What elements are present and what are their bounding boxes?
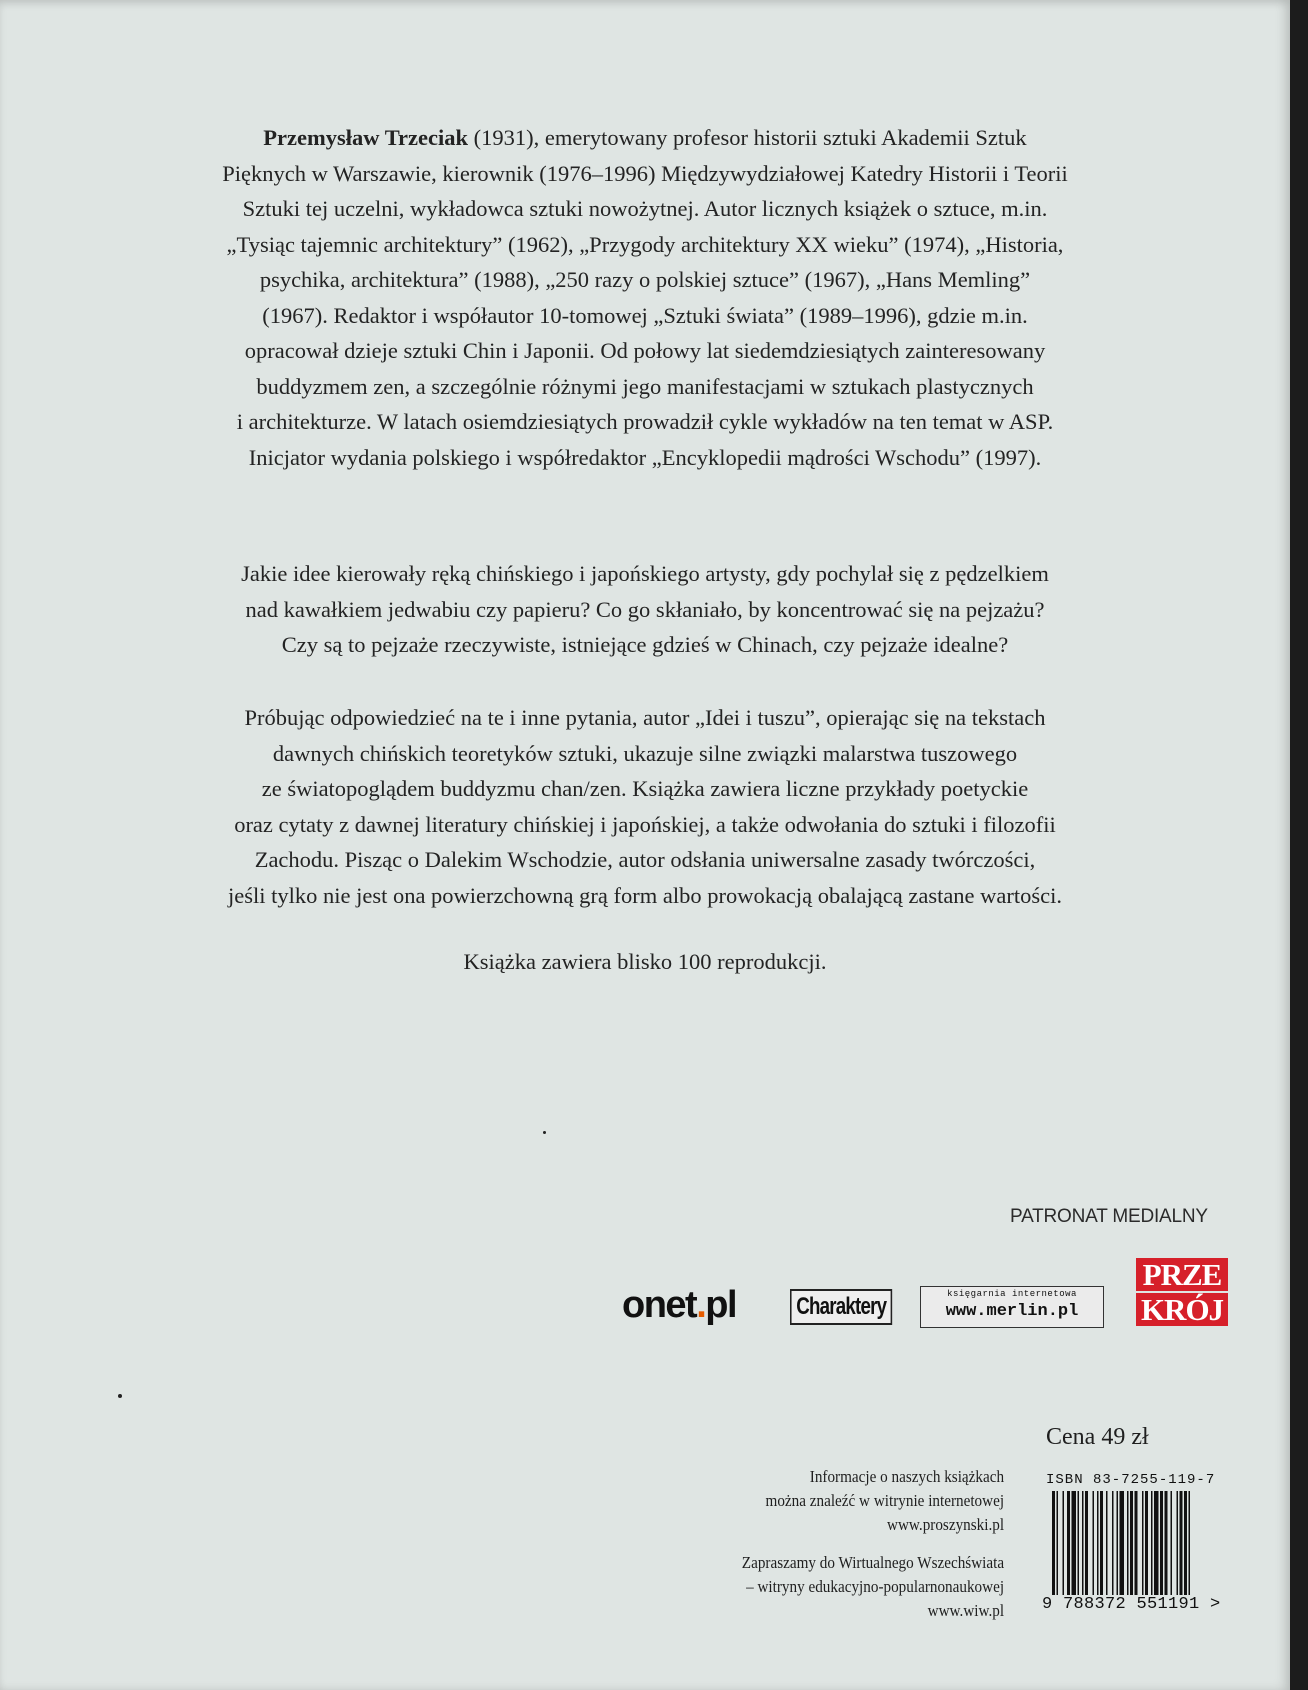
barcode-bar bbox=[1135, 1491, 1138, 1595]
questions-paragraph bbox=[110, 556, 1180, 663]
dust-speck bbox=[118, 1394, 122, 1398]
barcode-bar bbox=[1093, 1491, 1095, 1595]
barcode-bar bbox=[1078, 1491, 1080, 1595]
barcode-bar bbox=[1072, 1491, 1077, 1595]
barcode-bar bbox=[1145, 1491, 1148, 1595]
bio-line: i architekturze. W latach osiemdziesiątych prowadził cykle wykładów na ten temat w ASP. bbox=[236, 409, 1054, 434]
barcode-bar bbox=[1130, 1491, 1133, 1595]
description-line: oraz cytaty z dawnej literatury chińskiej i japońskiej, a także odwołania do sztuki i filozofii bbox=[234, 811, 1056, 837]
bio-line: Inicjator wydania polskiego i współredaktor „Encyklopedii mądrości Wschodu” (1997). bbox=[248, 444, 1042, 470]
merlin-logo bbox=[920, 1286, 1104, 1328]
isbn-label: ISBN 83-7255-119-7 bbox=[1046, 1472, 1216, 1488]
barcode-bar bbox=[1067, 1491, 1070, 1595]
bio-line: Sztuki tej uczelni, wykładowca sztuki nowożytnej. Autor licznych książek o sztuce, m.in. bbox=[242, 196, 1048, 221]
description-line: Zachodu. Pisząc o Dalekim Wschodzie, autor odsłania uniwersalne zasady twórczości, bbox=[254, 847, 1036, 872]
barcode-bar bbox=[1171, 1491, 1173, 1595]
author-bio bbox=[110, 120, 1180, 475]
reproductions-note: Książka zawiera blisko 100 reprodukcji. bbox=[463, 949, 827, 974]
barcode-bar bbox=[1112, 1491, 1114, 1595]
przekroj-logo: PRZE KRÓJ bbox=[1136, 1258, 1228, 1328]
barcode-bar bbox=[1082, 1491, 1084, 1595]
info-line: można znaleźć w witrynie internetowej bbox=[765, 1491, 1004, 1510]
charaktery-logo: Charaktery bbox=[790, 1289, 892, 1325]
bio-line: „Tysiąc tajemnic architektury” (1962), „Przygody architektury XX wieku” (1974), „Historia, bbox=[226, 231, 1064, 257]
merlin-tagline: księgarnia internetowa bbox=[947, 1289, 1077, 1299]
barcode-bar bbox=[1057, 1491, 1059, 1595]
bio-line: Pięknych w Warszawie, kierownik (1976–1996) Międzywydziałowej Katedry Historii i Teorii bbox=[222, 160, 1068, 186]
bio-line: opracował dzieje sztuki Chin i Japonii. Od połowy lat siedemdziesiątych zainteresowany bbox=[244, 338, 1046, 363]
barcode-bar bbox=[1184, 1491, 1187, 1595]
barcode-bar bbox=[1117, 1491, 1119, 1595]
barcode-bar bbox=[1165, 1491, 1168, 1595]
description-line: dawnych chińskich teoretyków sztuki, ukazuje silne związki malarstwa tuszowego bbox=[272, 740, 1018, 766]
description-line: Próbując odpowiedzieć na te i inne pytania, autor „Idei i tuszu”, opierając się na tekstach bbox=[244, 705, 1046, 730]
barcode-bar bbox=[1142, 1491, 1144, 1595]
barcode bbox=[1052, 1491, 1220, 1595]
questions-line: Jakie idee kierowały ręką chińskiego i japońskiego artysty, gdy pochylał się z pędzelkiem bbox=[241, 561, 1049, 586]
merlin-url: www.merlin.pl bbox=[945, 1302, 1079, 1321]
info-line: Zapraszamy do Wirtualnego Wszechświata bbox=[741, 1553, 1004, 1572]
barcode-bar bbox=[1052, 1491, 1055, 1595]
bio-line: (1967). Redaktor i współautor 10-tomowej „Sztuki świata” (1989–1996), gdzie m.in. bbox=[262, 302, 1028, 328]
barcode-bar bbox=[1154, 1491, 1159, 1595]
dust-speck bbox=[543, 1131, 546, 1134]
barcode-number: 9 788372 551191 > bbox=[1042, 1595, 1221, 1614]
barcode-bar bbox=[1189, 1491, 1191, 1595]
barcode-bar bbox=[1177, 1491, 1179, 1595]
onet-logo: onet.pl bbox=[622, 1284, 737, 1326]
barcode-bar bbox=[1120, 1491, 1125, 1595]
info-line: – witryny edukacyjno-popularnonaukowej bbox=[745, 1577, 1004, 1596]
price-label: Cena 49 zł bbox=[1046, 1424, 1149, 1450]
bio-line: buddyzmem zen, a szczególnie różnymi jego manifestacjami w sztukach plastycznych bbox=[256, 373, 1034, 399]
barcode-bar bbox=[1127, 1491, 1129, 1595]
publisher-url: www.proszynski.pl bbox=[886, 1515, 1004, 1534]
questions-line: nad kawałkiem jedwabiu czy papieru? Co go skłaniało, by koncentrować się na pejzażu? bbox=[245, 596, 1045, 622]
description-paragraph bbox=[110, 700, 1180, 913]
info-line: Informacje o naszych książkach bbox=[809, 1467, 1004, 1486]
barcode-bar bbox=[1151, 1491, 1153, 1595]
bio-line: psychika, architektura” (1988), „250 razy o polskiej sztuce” (1967), „Hans Memling” bbox=[259, 267, 1031, 292]
barcode-bar bbox=[1063, 1491, 1065, 1595]
barcode-bar bbox=[1180, 1491, 1183, 1595]
barcode-bar bbox=[1160, 1491, 1163, 1595]
media-patronage-heading: PATRONAT MEDIALNY bbox=[1010, 1206, 1208, 1227]
description-line: jeśli tylko nie jest ona powierzchowną grą form albo prowokacją obalającą zastane wartości. bbox=[227, 882, 1063, 908]
questions-line: Czy są to pejzaże rzeczywiste, istniejące gdzieś w Chinach, czy pejzaże idealne? bbox=[281, 632, 1009, 657]
publisher-info bbox=[742, 1465, 1004, 1623]
barcode-bar bbox=[1085, 1491, 1088, 1595]
description-line: ze światopoglądem buddyzmu chan/zen. Książka zawiera liczne przykłady poetyckie bbox=[261, 776, 1029, 801]
bio-line-1: Przemysław Trzeciak (1931), emerytowany profesor historii sztuki Akademii Sztuk bbox=[263, 125, 1027, 150]
barcode-bar bbox=[1100, 1491, 1103, 1595]
barcode-bar bbox=[1106, 1491, 1108, 1595]
barcode-bar bbox=[1097, 1491, 1099, 1595]
wiw-url: www.wiw.pl bbox=[927, 1601, 1004, 1620]
author-name: Przemysław Trzeciak bbox=[263, 125, 469, 150]
